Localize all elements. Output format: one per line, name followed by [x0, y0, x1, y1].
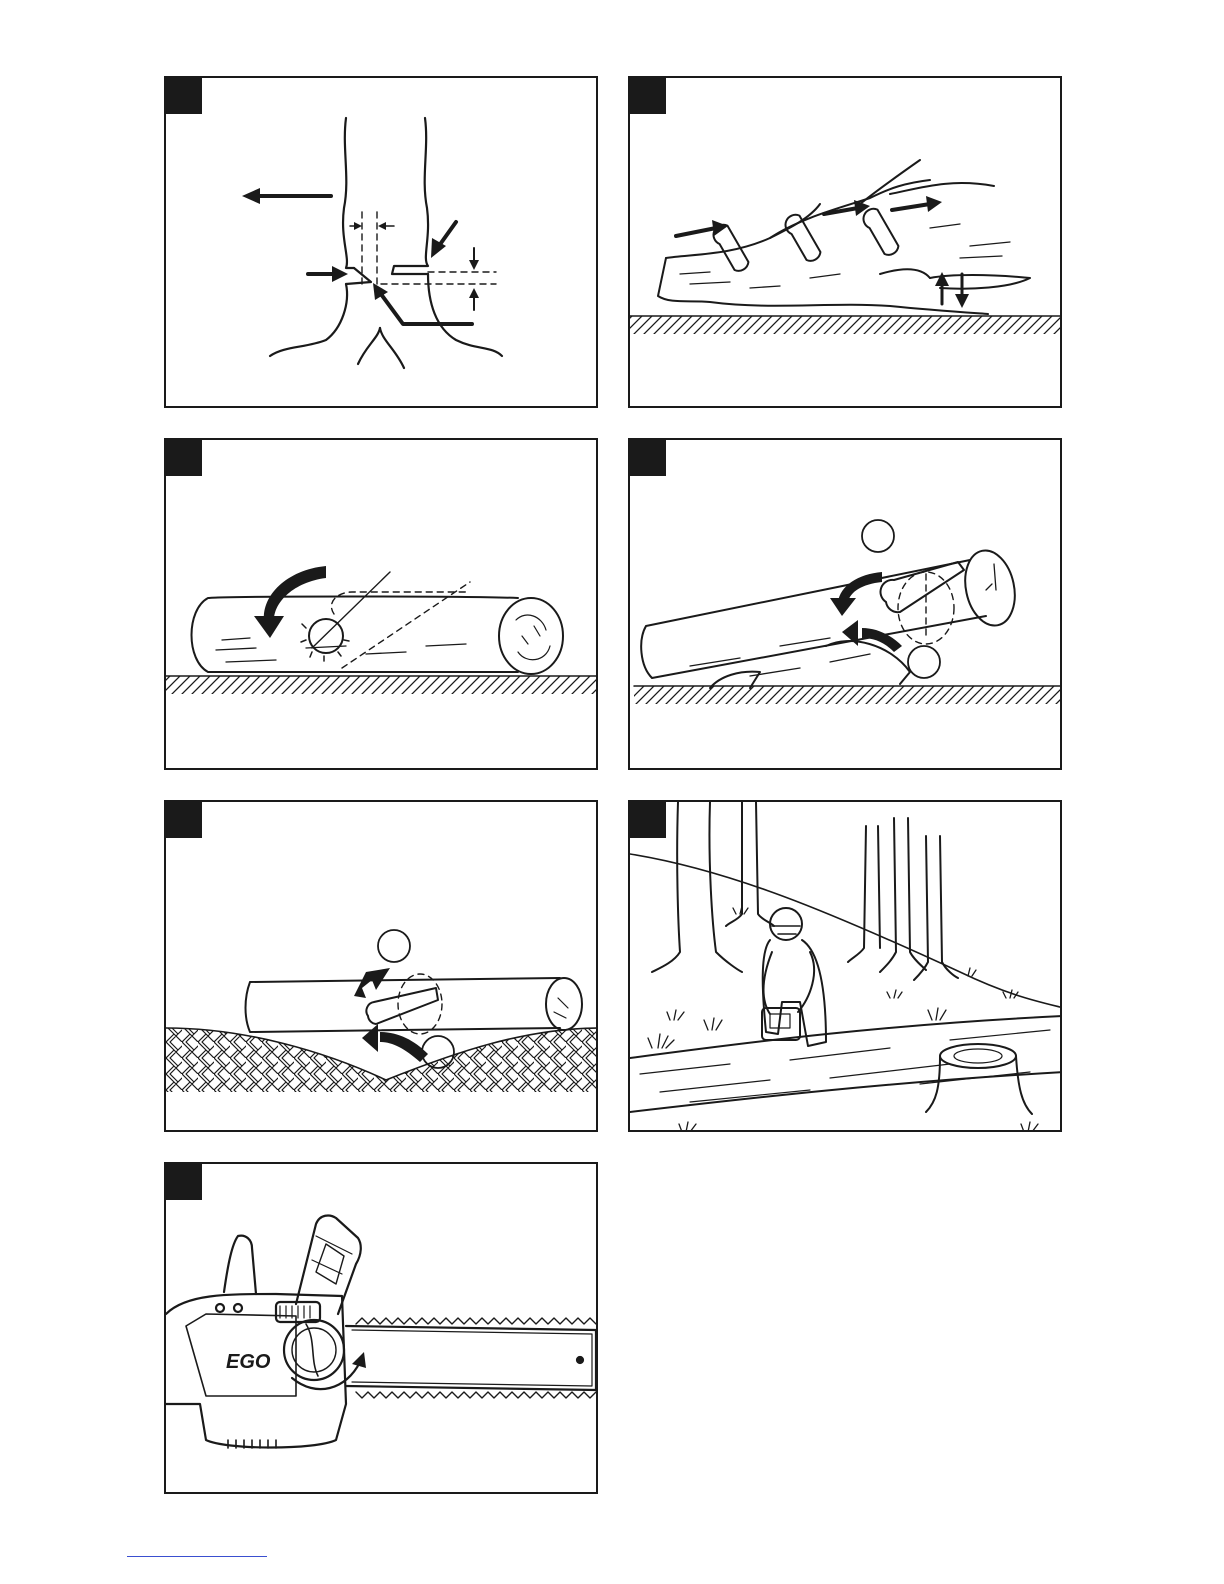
ground-hatch — [166, 676, 598, 694]
saw-sprocket — [309, 619, 343, 653]
limbing-diagram — [630, 78, 1062, 408]
trunk-left-edge — [343, 118, 354, 268]
rear-handle — [224, 1236, 256, 1294]
saw-bar-2 — [782, 212, 823, 264]
guide-bar — [346, 1326, 596, 1390]
panel-log-supported-both-ends — [164, 800, 598, 1132]
log-on-ground-diagram — [166, 440, 598, 770]
step-marker-1 — [862, 520, 894, 552]
front-handle — [296, 1216, 361, 1314]
root-right — [428, 274, 502, 356]
log-rings — [516, 615, 550, 660]
step-marker-1 — [378, 930, 410, 962]
panel-felling-notch — [164, 76, 598, 408]
cut-arrows — [830, 572, 902, 652]
tree-1 — [652, 802, 742, 972]
cut-guide — [398, 974, 442, 1034]
stump-top — [940, 1044, 1016, 1068]
notch-back — [346, 268, 371, 284]
panel-limbing — [628, 76, 1062, 408]
tree-3 — [848, 826, 880, 962]
log-supported-both-ends-diagram — [166, 802, 598, 1132]
log-end — [499, 598, 563, 674]
wood-grain — [640, 1030, 1050, 1102]
panel-operator-cutting-log — [628, 800, 1062, 1132]
panel-log-on-ground — [164, 438, 598, 770]
panel-log-supported-end — [628, 438, 1062, 770]
felling-notch-diagram — [166, 78, 598, 408]
tree-5 — [914, 836, 958, 980]
trunk-right-edge — [392, 118, 428, 274]
log-end — [959, 546, 1022, 630]
ground-hatch — [630, 316, 1062, 334]
saw-bar-3 — [860, 206, 901, 258]
tension-knob — [284, 1320, 344, 1380]
cut-guide — [331, 592, 470, 614]
log-body — [641, 560, 986, 678]
operator-scene — [630, 802, 1062, 1132]
panel-chainsaw-side-view — [164, 1162, 598, 1494]
brand-logo: EGO — [226, 1351, 271, 1373]
root-center-right — [380, 328, 404, 368]
notch-arrows — [242, 188, 479, 324]
footer-rule — [127, 1556, 267, 1557]
grass-tufts — [648, 906, 1038, 1132]
ground-hatch — [634, 686, 1060, 704]
root-left — [270, 284, 347, 356]
operator-arms — [764, 952, 815, 1014]
hill-line — [630, 854, 1062, 1008]
log-body — [192, 597, 519, 673]
branch-2 — [860, 160, 920, 204]
branch-stub — [880, 269, 930, 278]
step-marker-2 — [908, 646, 940, 678]
root-center-left — [358, 328, 380, 364]
log-supported-end-diagram — [630, 440, 1062, 770]
roll-arrow — [254, 566, 326, 638]
cut-arrows — [354, 968, 428, 1062]
operator-helmet — [770, 908, 802, 940]
log-body — [630, 1016, 1062, 1112]
operator-body — [763, 940, 826, 1046]
saw-bar — [366, 988, 438, 1024]
chainsaw-diagram — [166, 1164, 598, 1494]
tree-4 — [880, 818, 926, 972]
